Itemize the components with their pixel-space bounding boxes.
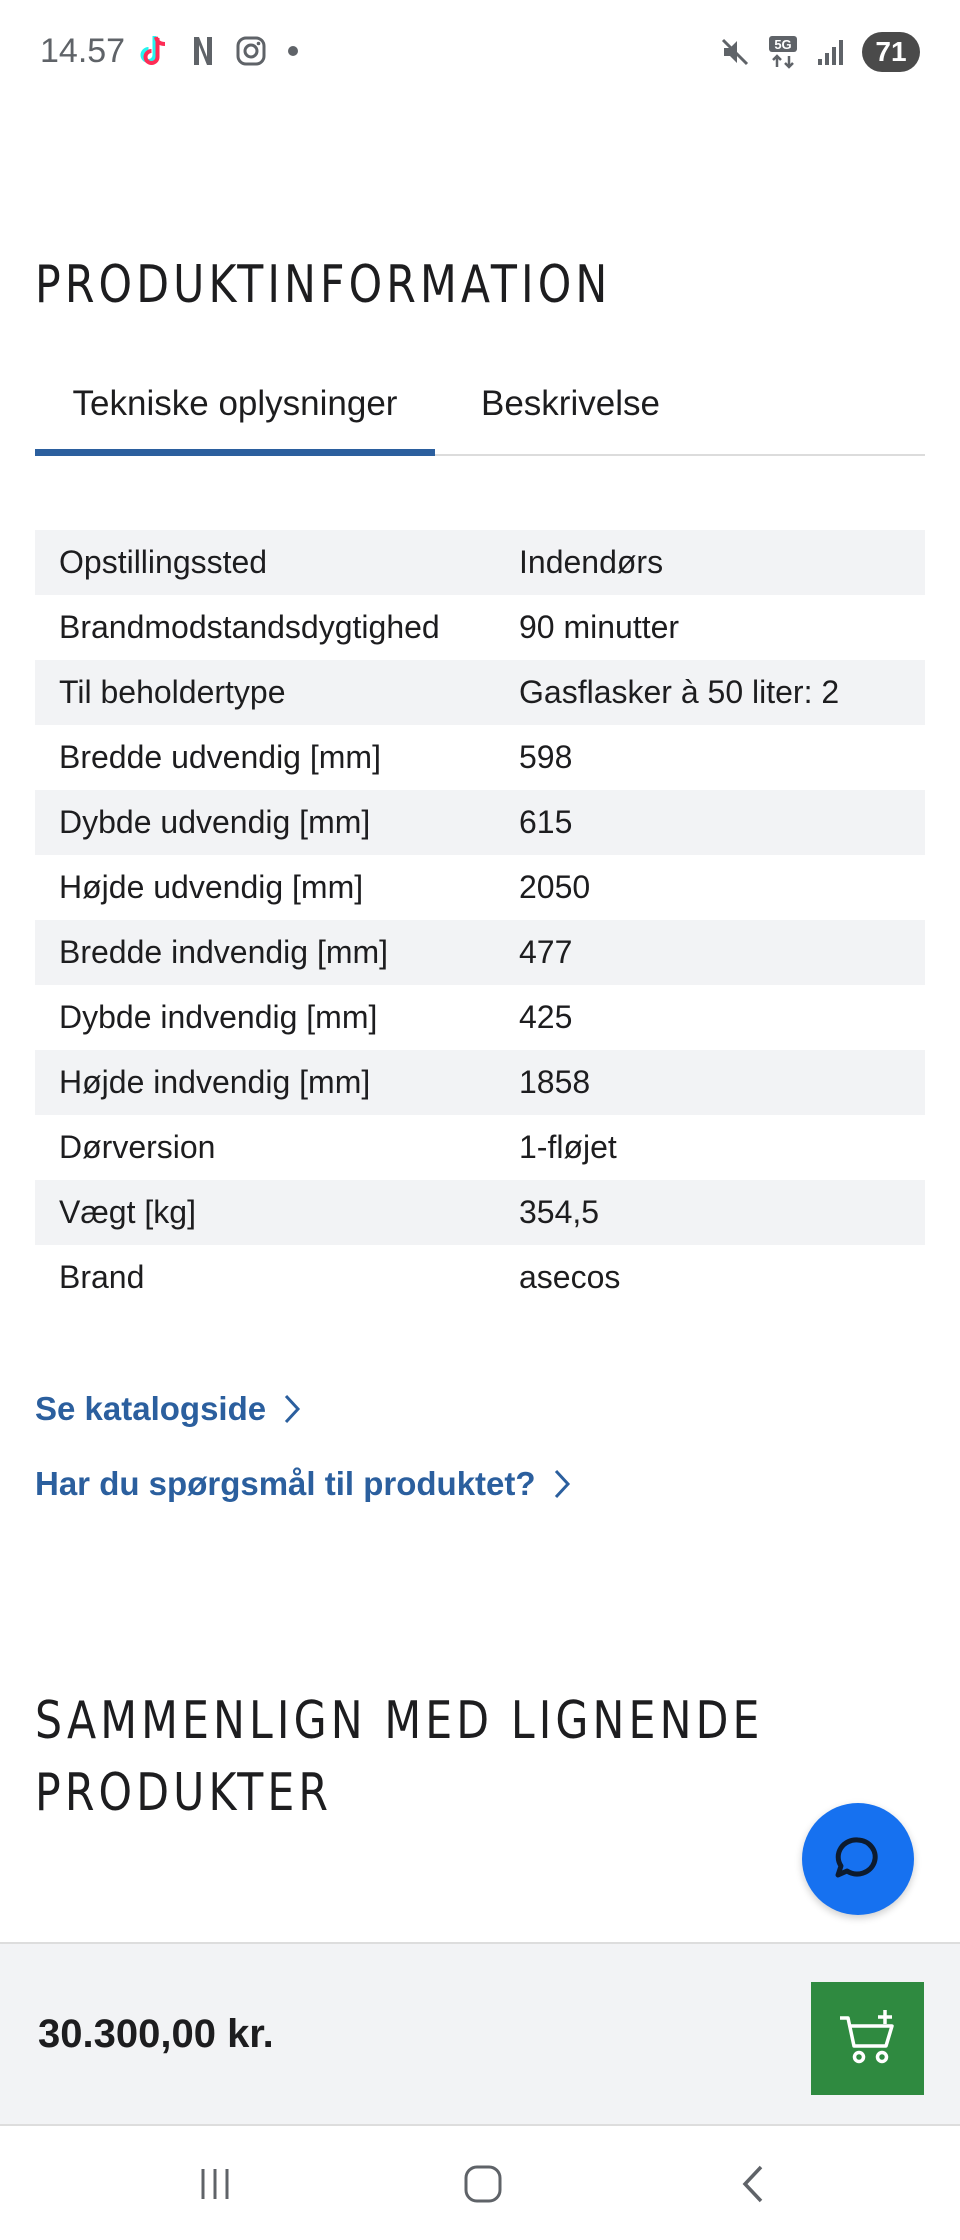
chat-bubble-icon xyxy=(831,1832,885,1886)
table-row xyxy=(35,790,925,855)
chat-button[interactable] xyxy=(802,1803,914,1915)
mute-icon xyxy=(718,35,752,69)
spec-label: Højde indvendig [mm] xyxy=(59,1064,371,1100)
spec-label: Til beholdertype xyxy=(59,674,286,710)
spec-label: Dybde indvendig [mm] xyxy=(59,999,378,1035)
spec-label: Opstillingssted xyxy=(59,544,268,580)
table-row xyxy=(35,1245,925,1310)
compare-title-line1: SAMMENLIGN MED LIGNENDE xyxy=(35,1691,764,1751)
spec-table xyxy=(35,530,925,1310)
table-row xyxy=(35,530,925,595)
spec-label: Dørversion xyxy=(59,1129,216,1165)
tab-bar xyxy=(35,370,925,456)
home-icon xyxy=(462,2163,504,2205)
spec-value: 1-fløjet xyxy=(519,1129,617,1165)
table-row xyxy=(35,725,925,790)
5g-icon xyxy=(766,35,800,69)
spec-value: 354,5 xyxy=(519,1194,600,1230)
signal-icon xyxy=(814,35,848,69)
question-link[interactable] xyxy=(35,1465,572,1503)
battery-icon: 71 xyxy=(862,32,920,72)
table-row xyxy=(35,1115,925,1180)
spec-label: Dybde udvendig [mm] xyxy=(59,804,371,840)
buy-bar xyxy=(0,1942,960,2126)
section-title-sammenlign xyxy=(35,1685,764,1829)
spec-label: Brandmodstandsdygtighed xyxy=(59,609,440,645)
table-row xyxy=(35,920,925,985)
spec-label: Bredde indvendig [mm] xyxy=(59,934,389,970)
spec-value: asecos xyxy=(519,1259,621,1295)
system-icons xyxy=(718,32,920,72)
tab-beskrivelse[interactable]: Beskrivelse xyxy=(481,384,660,423)
netflix-icon xyxy=(186,34,220,68)
chevron-right-icon xyxy=(552,1468,572,1500)
instagram-icon xyxy=(234,34,268,68)
spec-label: Bredde udvendig [mm] xyxy=(59,739,381,775)
cart-plus-icon xyxy=(837,2010,899,2068)
table-row xyxy=(35,985,925,1050)
dot-icon xyxy=(288,46,298,56)
spec-label: Brand xyxy=(59,1259,145,1295)
question-link-label: Har du spørgsmål til produktet? xyxy=(35,1465,536,1502)
home-button[interactable] xyxy=(453,2154,513,2214)
back-icon xyxy=(735,2163,771,2205)
tab-tekniske-oplysninger[interactable]: Tekniske oplysninger xyxy=(35,370,435,456)
spec-value: 598 xyxy=(519,739,573,775)
compare-title-line2: PRODUKTER xyxy=(35,1763,333,1823)
spec-value: 477 xyxy=(519,934,573,970)
spec-value: Gasflasker à 50 liter: 2 xyxy=(519,674,840,710)
spec-label: Højde udvendig [mm] xyxy=(59,869,364,905)
status-time: 14.57 xyxy=(40,32,126,70)
notification-icons xyxy=(138,34,298,68)
back-button[interactable] xyxy=(723,2154,783,2214)
table-row xyxy=(35,660,925,725)
catalog-link-label: Se katalogside xyxy=(35,1390,267,1427)
chevron-right-icon xyxy=(282,1393,302,1425)
recent-apps-icon xyxy=(195,2164,235,2204)
status-bar xyxy=(0,0,960,110)
catalog-link[interactable] xyxy=(35,1390,302,1428)
navigation-bar xyxy=(0,2126,960,2240)
spec-value: 2050 xyxy=(519,869,591,905)
tiktok-icon xyxy=(138,34,172,68)
spec-label: Vægt [kg] xyxy=(59,1194,196,1230)
spec-value: 90 minutter xyxy=(519,609,680,645)
spec-value: 425 xyxy=(519,999,573,1035)
spec-value: Indendørs xyxy=(519,544,664,580)
table-row xyxy=(35,855,925,920)
table-row xyxy=(35,1180,925,1245)
spec-value: 1858 xyxy=(519,1064,591,1100)
add-to-cart-button[interactable] xyxy=(811,1982,924,2095)
table-row xyxy=(35,595,925,660)
recent-apps-button[interactable] xyxy=(185,2154,245,2214)
section-title-produktinformation: PRODUKTINFORMATION xyxy=(35,255,612,315)
price: 30.300,00 kr. xyxy=(38,2012,274,2056)
spec-value: 615 xyxy=(519,804,573,840)
svg-text:5G: 5G xyxy=(774,37,792,52)
table-row xyxy=(35,1050,925,1115)
